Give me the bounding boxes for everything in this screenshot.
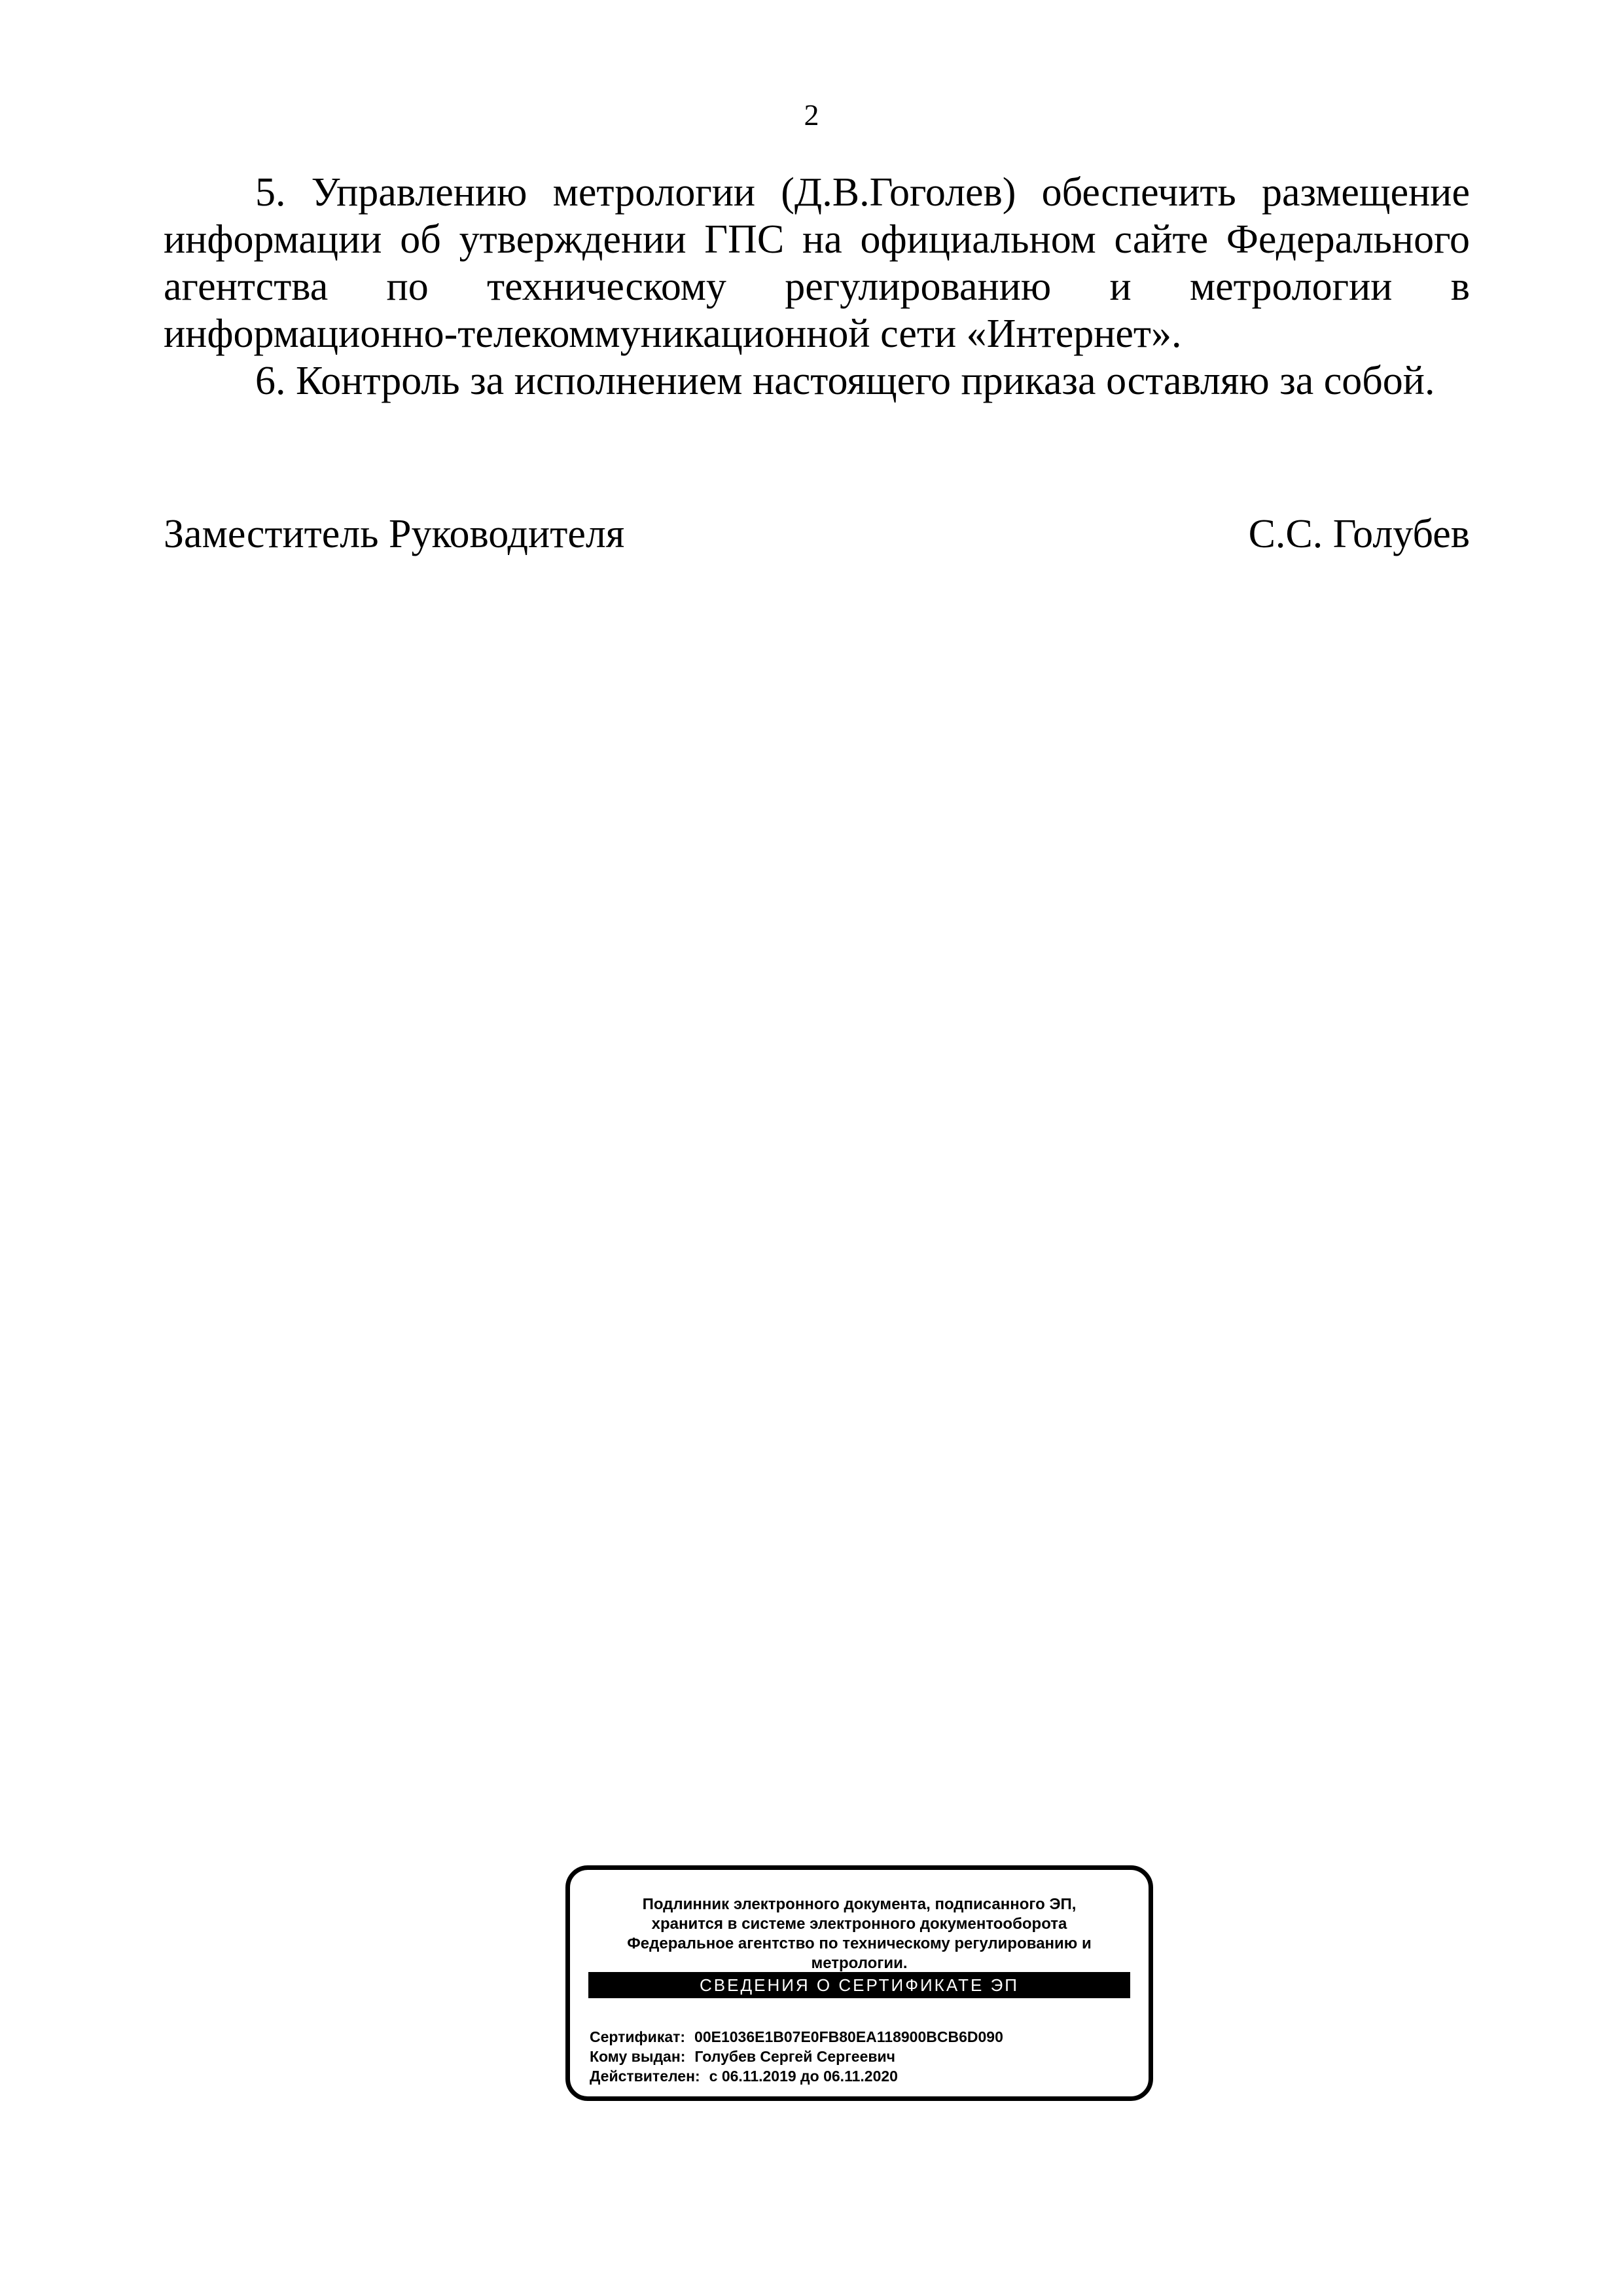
certificate-value: 00E1036E1B07E0FB80EA118900BCB6D090 [694,2028,1003,2045]
signatory-name: С.С. Голубев [1248,512,1470,556]
stamp-notice-line: хранится в системе электронного документооборота [651,1915,1067,1933]
validity-row [590,2066,1129,2086]
issued-to-value: Голубев Сергей Сергеевич [694,2048,895,2065]
paragraph-6: 6. Контроль за исполнением настоящего приказа оставляю за собой. [255,359,1435,403]
issued-to-row [590,2047,1129,2066]
issued-to-label: Кому выдан: [590,2048,686,2065]
stamp-notice-line: Федеральное агентство по техническому регулированию и [627,1935,1092,1952]
certificate-label: Сертификат: [590,2028,686,2045]
certificate-row [590,2027,1129,2047]
validity-label: Действителен: [590,2068,700,2085]
stamp-notice [590,1895,1129,1973]
paragraph-5: 5. Управлению метрологии (Д.В.Гоголев) обеспечить размещение информации об утверждении ГПС на официальном сайте Федерального агентства по техническому регулированию и метрологии в информационно-телекоммуникационной сети «Интернет». [164,170,1470,356]
page-number: 2 [804,98,819,132]
validity-value: с 06.11.2019 до 06.11.2020 [709,2068,898,2085]
signature-block [164,511,1470,558]
signatory-position: Заместитель Руководителя [164,512,625,556]
electronic-signature-stamp [565,1865,1153,2101]
document-body [164,169,1470,404]
stamp-notice-line: Подлинник электронного документа, подписанного ЭП, [642,1895,1077,1913]
stamp-certificate-details [590,2027,1129,2086]
stamp-certificate-header: СВЕДЕНИЯ О СЕРТИФИКАТЕ ЭП [588,1972,1130,1998]
stamp-notice-line: метрологии. [811,1954,908,1972]
